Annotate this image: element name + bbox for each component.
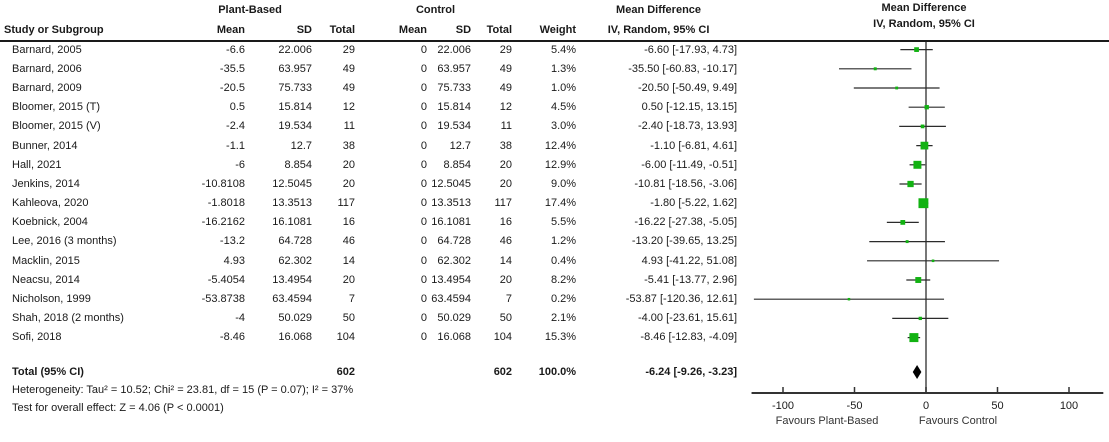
control-sd-cell: 19.534 [437,120,472,133]
plant-mean-cell: 4.93 [223,254,245,267]
md-ci-cell: 0.50 [-12.15, 13.15] [641,101,738,114]
md-ci-cell: -10.81 [-18.56, -3.06] [634,177,738,190]
control-sd-cell: 62.302 [437,254,472,267]
total-plant-n: 602 [336,365,356,378]
plant-sd-header: SD [296,24,312,36]
effect-square [914,47,919,52]
plant-sd-cell: 62.302 [278,254,312,267]
control-sd-cell: 50.029 [437,312,472,325]
plant-total-cell: 12 [342,101,356,114]
study-name-cell: Barnard, 2005 [12,43,82,56]
group-header-row [0,0,739,20]
control-mean-cell: 0 [420,101,428,114]
control-sd-cell: 13.4954 [431,273,472,286]
weight-cell: 1.0% [550,81,577,94]
control-sd-cell: 8.854 [443,158,472,171]
axis-tick-label: 100 [1059,400,1079,412]
control-sd-cell: 75.733 [437,81,472,94]
plant-mean-cell: -13.2 [219,235,245,248]
plant-sd-cell: 12.5045 [272,177,312,190]
study-name-cell: Bloomer, 2015 (T) [12,101,101,114]
control-total-cell: 11 [500,120,513,133]
weight-cell: 12.9% [544,158,577,171]
weight-cell: 0.4% [550,254,577,267]
md-ci-cell: -5.41 [-13.77, 2.96] [644,273,738,286]
plant-total-cell: 7 [348,293,356,306]
control-total-cell: 104 [493,331,513,344]
plant-mean-cell: 0.5 [229,101,245,114]
plant-mean-cell: -16.2162 [201,216,245,229]
weight-cell: 8.2% [550,273,577,286]
plant-mean-cell: -8.46 [219,331,245,344]
study-row [0,98,739,117]
study-row [0,270,739,289]
weight-cell: 17.4% [544,197,577,210]
plant-total-cell: 104 [336,331,356,344]
column-header-row [0,20,739,40]
study-name-cell: Shah, 2018 (2 months) [12,312,124,325]
study-row [0,251,739,270]
study-row [0,59,739,78]
plant-total-cell: 16 [342,216,356,229]
plant-total-cell: 20 [342,273,356,286]
control-mean-cell: 0 [420,62,428,75]
study-row [0,194,739,213]
plant-sd-cell: 13.3513 [272,197,312,210]
md-ci-cell: -1.80 [-5.22, 1.62] [650,197,738,210]
plant-total-cell: 49 [342,62,356,75]
study-row [0,232,739,251]
header-spacer [0,0,195,20]
effect-square [907,181,913,187]
plant-total-cell: 38 [342,139,356,152]
spacer-row [0,347,739,362]
plant-sd-cell: 16.1081 [272,216,312,229]
overall-effect-test: Test for overall effect: Z = 4.06 (P < 0.0001) [12,402,224,414]
control-total-cell: 49 [499,62,513,75]
study-row [0,155,739,174]
control-total-cell: 12 [499,101,513,114]
control-mean-cell: 0 [420,293,428,306]
axis-tick-label: 0 [922,400,930,412]
effect-square [900,220,905,225]
control-mean-cell: 0 [420,216,428,229]
md-ci-cell: -13.20 [-39.65, 13.25] [631,235,738,248]
control-total-cell: 117 [494,197,513,210]
study-rows [0,40,739,347]
control-total-cell: 7 [505,293,513,306]
control-total-cell: 38 [499,139,513,152]
control-mean-cell: 0 [420,43,428,56]
md-ci-cell: -6.60 [-17.93, 4.73] [644,43,738,56]
control-mean-cell: 0 [420,120,428,133]
md-ci-cell: 4.93 [-41.22, 51.08] [641,254,738,267]
study-row [0,309,739,328]
total-weight: 100.0% [538,365,577,378]
effect-square [906,240,909,243]
plant-total-cell: 50 [342,312,356,325]
plant-total-cell: 29 [342,43,356,56]
plant-sd-cell: 75.733 [278,81,312,94]
plant-sd-cell: 19.534 [278,120,312,133]
plant-mean-cell: -5.4054 [207,273,245,286]
md-ci-cell: -8.46 [-12.83, -4.09] [640,331,738,344]
study-row [0,136,739,155]
weight-cell: 3.0% [550,120,577,133]
control-total-cell: 16 [499,216,513,229]
weight-cell: 5.4% [550,43,577,56]
plant-mean-cell: -4 [235,312,245,325]
control-sd-cell: 63.957 [437,62,472,75]
plant-sd-cell: 8.854 [284,158,312,171]
study-name-cell: Kahleova, 2020 [12,197,89,210]
total-label: Total (95% CI) [12,365,84,378]
control-mean-cell: 0 [420,331,428,344]
study-name-cell: Macklin, 2015 [12,254,80,267]
group-header-control: Control [415,4,456,16]
md-ci-cell: -6.00 [-11.49, -0.51] [641,158,738,171]
weight-cell: 1.3% [550,62,577,75]
control-total-cell: 20 [499,177,513,190]
control-total-cell: 50 [499,312,513,325]
favours-left-label: Favours Plant-Based [775,415,879,427]
plant-mean-cell: -1.8018 [207,197,245,210]
axis-tick-label: 50 [991,400,1004,412]
weight-cell: 12.4% [544,139,577,152]
plant-total-cell: 49 [342,81,356,94]
md-ci-header: IV, Random, 95% CI [607,24,710,36]
control-mean-cell: 0 [420,177,428,190]
study-name-cell: Bloomer, 2015 (V) [12,120,101,133]
plant-sd-cell: 12.7 [290,139,312,152]
axis-tick-label: -50 [846,400,863,412]
control-total-cell: 20 [499,273,513,286]
effect-square [925,105,929,109]
plant-mean-cell: -10.8108 [201,177,245,190]
plant-total-cell: 46 [342,235,356,248]
plant-sd-cell: 64.728 [278,235,312,248]
control-mean-cell: 0 [420,197,428,210]
plot-ci-subtitle: IV, Random, 95% CI [873,18,975,30]
total-ci: -6.24 [-9.26, -3.23] [645,365,738,378]
control-sd-cell: 16.1081 [431,216,472,229]
study-name-cell: Bunner, 2014 [12,139,78,152]
heterogeneity-stats: Heterogeneity: Tau² = 10.52; Chi² = 23.81, df = 15 (P = 0.07); I² = 37% [12,384,354,396]
control-sd-header: SD [455,24,472,36]
plant-total-cell: 20 [342,158,356,171]
md-ci-cell: -35.50 [-60.83, -10.17] [628,62,738,75]
plant-sd-cell: 50.029 [278,312,312,325]
study-row [0,174,739,193]
plant-total-cell: 117 [337,197,356,210]
study-col-header: Study or Subgroup [4,24,104,36]
study-row [0,213,739,232]
weight-header: Weight [539,24,577,36]
study-name-cell: Lee, 2016 (3 months) [12,235,117,248]
plot-md-title: Mean Difference [881,2,967,14]
total-diamond [913,365,922,379]
control-mean-cell: 0 [420,139,428,152]
plant-mean-cell: -1.1 [226,139,245,152]
effect-square [921,142,929,150]
control-mean-cell: 0 [420,312,428,325]
group-header-plant-based: Plant-Based [218,4,282,16]
effect-square [848,298,851,301]
control-mean-cell: 0 [420,81,428,94]
effect-square [913,161,921,169]
control-total-cell: 20 [499,158,513,171]
control-mean-cell: 0 [420,273,428,286]
weight-cell: 15.3% [544,331,577,344]
control-mean-cell: 0 [420,158,428,171]
effect-square [932,260,935,263]
control-mean-header: Mean [398,24,428,36]
control-sd-cell: 16.068 [437,331,472,344]
plant-sd-cell: 16.068 [278,331,312,344]
study-name-cell: Neacsu, 2014 [12,273,80,286]
effect-square [895,87,898,90]
study-name-cell: Barnard, 2006 [12,62,82,75]
control-total-cell: 46 [499,235,513,248]
effect-square [919,317,922,320]
plant-total-cell: 14 [342,254,356,267]
total-control-n: 602 [493,365,513,378]
plant-sd-cell: 22.006 [278,43,312,56]
md-ci-cell: -4.00 [-23.61, 15.61] [637,312,738,325]
effect-square [874,67,877,70]
control-total-cell: 49 [499,81,513,94]
favours-right-label: Favours Control [918,415,998,427]
md-ci-cell: -16.22 [-27.38, -5.05] [634,216,738,229]
study-name-cell: Jenkins, 2014 [12,177,80,190]
md-ci-cell: -2.40 [-18.73, 13.93] [637,120,738,133]
study-name-cell: Koebnick, 2004 [12,216,88,229]
study-name-cell: Barnard, 2009 [12,81,82,94]
plant-sd-cell: 63.4594 [272,293,312,306]
control-sd-cell: 12.7 [449,139,472,152]
study-row [0,40,739,59]
plant-total-cell: 20 [342,177,356,190]
md-ci-cell: -20.50 [-50.49, 9.49] [637,81,738,94]
weight-cell: 2.1% [550,312,577,325]
total-row [0,362,739,381]
axis-tick-label: -100 [771,400,795,412]
control-sd-cell: 13.3513 [431,197,472,210]
plant-mean-cell: -35.5 [219,62,245,75]
weight-cell: 9.0% [550,177,577,190]
control-sd-cell: 15.814 [437,101,472,114]
plant-sd-cell: 13.4954 [272,273,312,286]
study-row [0,117,739,136]
plant-sd-cell: 63.957 [278,62,312,75]
control-sd-cell: 63.4594 [431,293,472,306]
forest-plot-canvas [739,0,1109,442]
control-total-cell: 14 [499,254,513,267]
study-row [0,289,739,308]
control-sd-cell: 12.5045 [431,177,472,190]
plant-mean-cell: -20.5 [219,81,245,94]
plant-mean-cell: -6 [235,158,245,171]
study-name-cell: Sofi, 2018 [12,331,62,344]
plant-total-header: Total [329,24,356,36]
plant-mean-cell: -2.4 [226,120,245,133]
control-mean-cell: 0 [420,254,428,267]
control-total-header: Total [486,24,513,36]
study-name-cell: Nicholson, 1999 [12,293,91,306]
plant-mean-cell: -53.8738 [201,293,245,306]
study-row [0,328,739,347]
plant-sd-cell: 15.814 [278,101,312,114]
weight-cell: 5.5% [550,216,577,229]
weight-cell: 4.5% [550,101,577,114]
effect-square [909,333,918,342]
md-column-title: Mean Difference [616,4,702,16]
study-row [0,78,739,97]
plant-total-cell: 11 [343,120,356,133]
control-mean-cell: 0 [420,235,428,248]
effect-square [918,198,928,208]
weight-cell: 0.2% [550,293,577,306]
header-spacer-2 [514,0,578,20]
md-ci-cell: -1.10 [-6.81, 4.61] [650,139,738,152]
plant-mean-cell: -6.6 [226,43,245,56]
effect-square [921,125,925,129]
control-total-cell: 29 [499,43,513,56]
plant-mean-header: Mean [216,24,245,36]
weight-cell: 1.2% [550,235,577,248]
control-sd-cell: 22.006 [437,43,472,56]
effect-square [915,277,921,283]
md-ci-cell: -53.87 [-120.36, 12.61] [625,293,738,306]
study-name-cell: Hall, 2021 [12,158,62,171]
control-sd-cell: 64.728 [437,235,472,248]
